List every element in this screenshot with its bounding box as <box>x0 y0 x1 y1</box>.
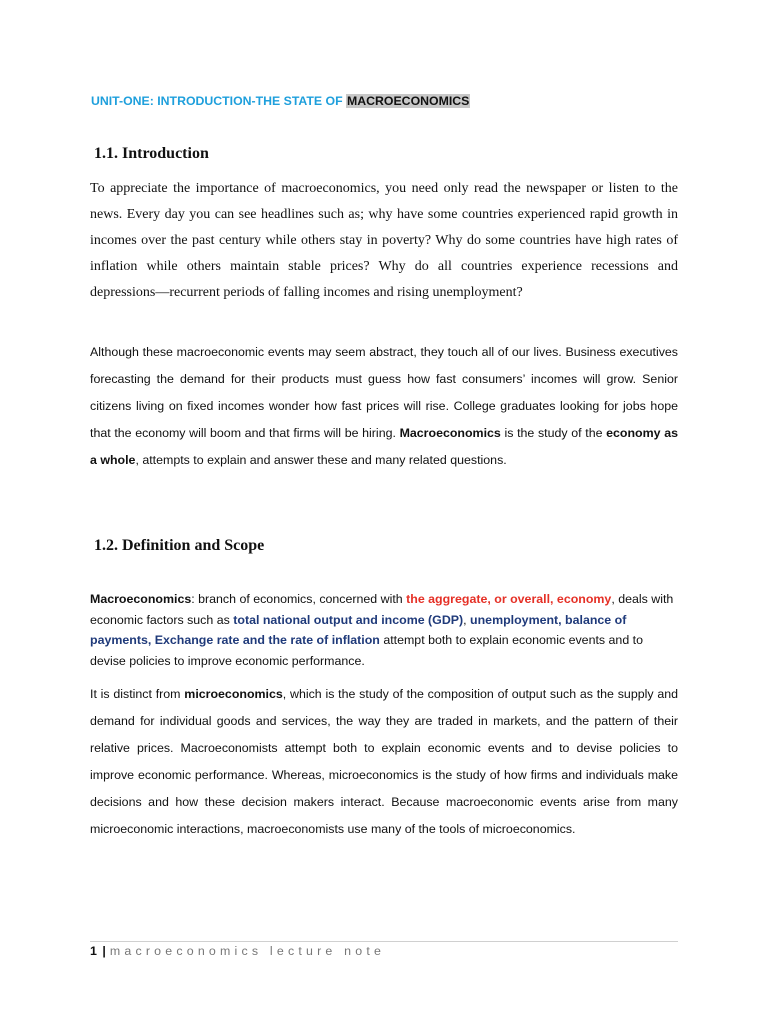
definition-navy-gdp: total national output and income (GDP) <box>233 612 464 627</box>
para4-text-1: It is distinct from <box>90 687 185 701</box>
paragraph-microeconomics <box>90 681 678 843</box>
page-footer <box>90 944 385 958</box>
para2-text-1: Although these macroeconomic events may seem abstract, they touch all of our lives. Business executives forecasting the demand for their products must guess how fast consumers’ incomes will grow. Senior citizens living on fixed incomes wonder how fast prices will rise. College graduates looking for jobs hope that the economy will boom and that firms will be hiring. <box>90 345 678 440</box>
para4-text-2: , which is the study of the composition of output such as the supply and demand for individual goods and services, the way they are traded in markets, and the pattern of their relative prices. Macroeconomists attempt both to explain economic events and to devise policies to improve economic performance. Whereas, microeconomics is the study of how firms and individuals make decisions and how these decision makers interact. Because macroeconomic events arise from many microeconomic interactions, macroeconomists use many of the tools of microeconomics. <box>90 687 678 836</box>
unit-title <box>91 94 470 108</box>
footer-divider <box>90 941 678 942</box>
definition-text-4: attempt both to explain economic events and to devise policies to improve economic performance. <box>90 633 643 668</box>
para2-text-3: , attempts to explain and answer these and many related questions. <box>135 453 507 467</box>
definition-text-3: , <box>463 612 471 627</box>
definition-navy-factors: unemployment, balance of payments, Exchange rate and the rate of inflation <box>90 612 627 647</box>
definition-term: Macroeconomics <box>90 592 192 606</box>
para4-bold-microeconomics: microeconomics <box>184 687 283 701</box>
section-heading-introduction: 1.1. Introduction <box>94 145 209 162</box>
definition-text-2: , deals with economic factors such as <box>90 592 674 627</box>
para2-bold-macroeconomics: Macroeconomics <box>399 426 501 440</box>
para2-bold-economy-as-whole: economy as a whole <box>90 426 678 467</box>
footer-separator: | <box>102 944 106 958</box>
page-number: 1 <box>90 944 97 958</box>
unit-title-prefix: UNIT-ONE: INTRODUCTION-THE STATE OF <box>91 94 347 108</box>
footer-label: macroeconomics lecture note <box>109 944 386 958</box>
para2-text-2: is the study of the <box>500 426 607 440</box>
intro-paragraph: To appreciate the importance of macroeconomics, you need only read the newspaper or listen to the news. Every day you can see headlines such as; why have some countries experienced rapid growth in incomes over the past century while others stay in poverty? Why do some countries have high rates of inflation while others maintain stable prices? Why do all countries experience recessions and depressions—recurrent periods of falling incomes and rising unemployment? <box>90 181 678 300</box>
definition-text-1: : branch of economics, concerned with <box>191 592 407 606</box>
definition-red-highlight: the aggregate, or overall, economy <box>406 592 612 606</box>
unit-title-highlight: MACROECONOMICS <box>347 94 470 108</box>
section-heading-definition: 1.2. Definition and Scope <box>94 537 265 554</box>
paragraph-macro-events <box>90 339 678 474</box>
definition-paragraph <box>90 589 680 671</box>
